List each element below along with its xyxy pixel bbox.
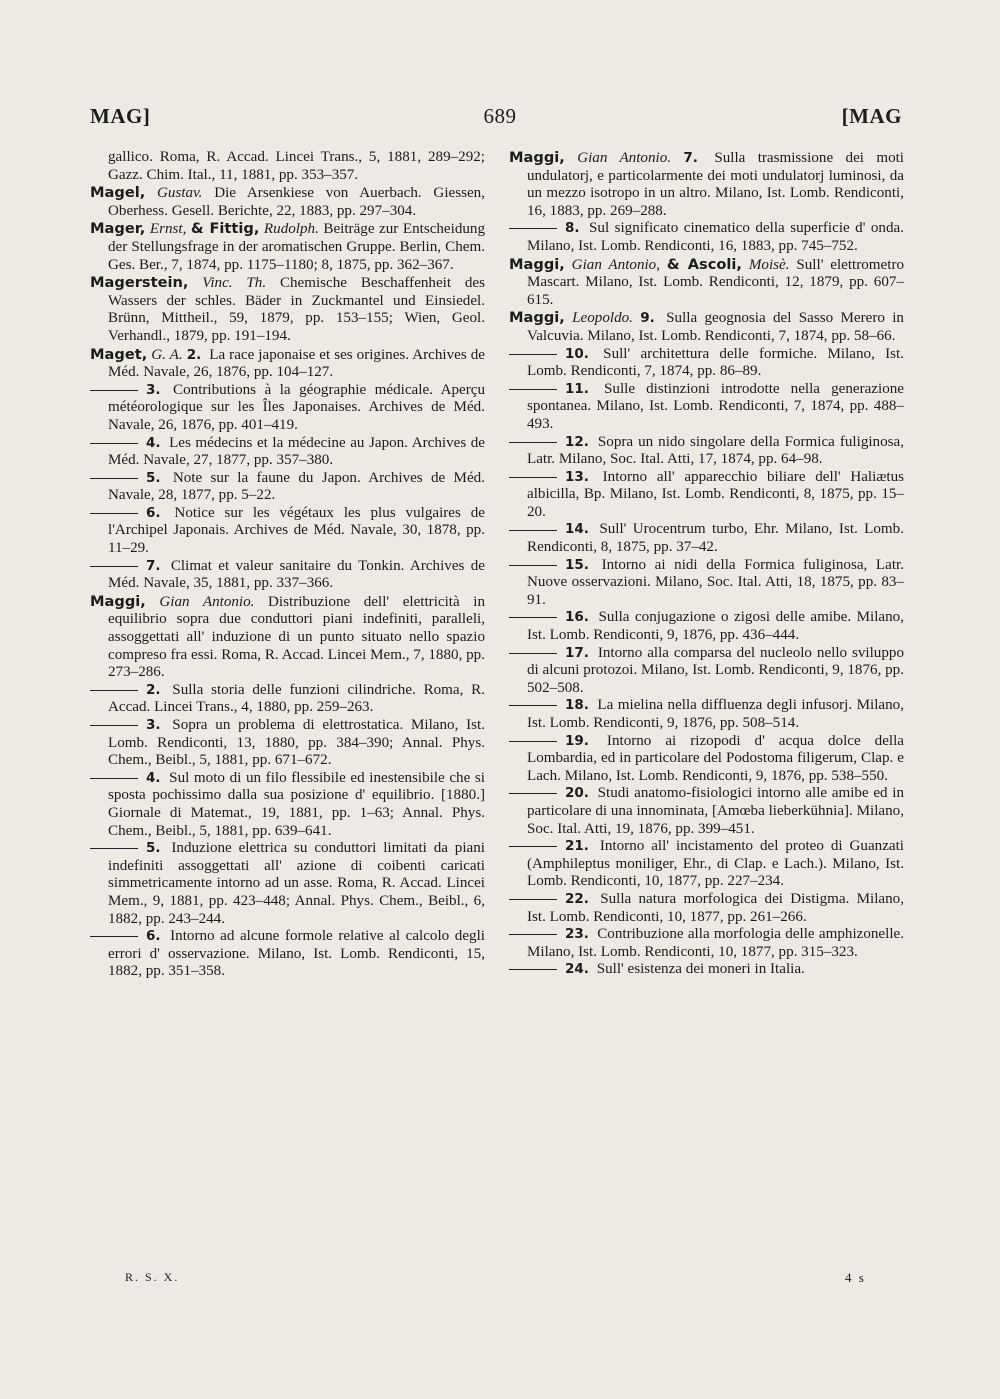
entry-number: 10. xyxy=(565,345,589,362)
entry-text: Sull' elettrometro Mascart. Milano, Ist. Lomb. Rendiconti, 12, 1879, pp. 607–615. xyxy=(527,256,905,308)
entry-text: Contributions à la géographie médicale. Aperçu météorologique sur les Îles Japonaises. Archives de Méd. Navale, 26, 1876, pp. 401–419. xyxy=(108,381,485,433)
bibliography-entry xyxy=(509,697,904,732)
entry-text: Intorno all' apparecchio biliare dell' Haliætus albicilla, Bp. Milano, Ist. Lomb. Rendiconti, 8, 1875, pp. 15–20. xyxy=(527,468,904,520)
entry-number: 2. xyxy=(146,681,161,698)
entry-text: Sopra un nido singolare della Formica fuliginosa, Latr. Milano, Soc. Ital. Atti, 17, 1874, pp. 64–98. xyxy=(527,433,904,468)
author-name: Maggi, xyxy=(509,255,565,273)
entry-number: 3. xyxy=(146,717,161,733)
ditto-rule xyxy=(509,565,557,566)
author-given-name: Gian Antonio. xyxy=(577,150,672,166)
entry-text: Intorno ai rizopodi d' acqua dolce della Lombardia, ed in particolare del Podostoma filigerum, Clap. e Lach. Milano, Ist. Lomb. Rendiconti, 9, 1876, pp. 538–550. xyxy=(527,732,904,784)
entry-text: Sull' Urocentrum turbo, Ehr. Milano, Ist. Lomb. Rendiconti, 8, 1875, pp. 37–42. xyxy=(527,521,904,556)
coauthor-name: & Fittig, xyxy=(190,220,260,238)
entry-text: gallico. Roma, R. Accad. Lincei Trans., 5, 1881, 289–292; Gazz. Chim. Ital., 11, 1881, pp. 353–357. xyxy=(108,149,485,183)
left-column xyxy=(90,149,485,981)
right-column xyxy=(509,149,904,979)
entry-text: Sul significato cinematico della superficie d' onda. Milano, Ist. Lomb. Rendiconti, 16, 1883, pp. 745–752. xyxy=(527,220,905,254)
entry-number: 20. xyxy=(565,785,589,802)
author-name: Maggi, xyxy=(90,592,146,610)
entry-text: Die Arsenkiese von Auerbach. Giessen, Oberhess. Gesell. Berichte, 22, 1883, pp. 297–304. xyxy=(108,185,485,219)
bibliography-entry xyxy=(509,557,904,610)
bibliography-entry xyxy=(509,961,904,979)
bibliography-entry xyxy=(90,346,485,382)
entry-text: Beiträge zur Entscheidung der Stellungsfrage in der aromatischen Gruppe. Berlin, Chem. Ges. Ber., 7, 1874, pp. 1175–1180; 8, 1875, pp. 362–367. xyxy=(108,221,486,273)
ditto-rule xyxy=(90,390,138,391)
ditto-rule xyxy=(90,936,138,937)
bibliography-entry xyxy=(90,682,485,717)
entry-text: Sulla geognosia del Sasso Merero in Valcuvia. Milano, Ist. Lomb. Rendiconti, 7, 1874, pp. 58–66. xyxy=(527,310,904,344)
entry-text: Note sur la faune du Japon. Archives de Méd. Navale, 28, 1877, pp. 5–22. xyxy=(108,469,485,504)
ditto-rule xyxy=(90,513,138,514)
author-given-name: Vinc. Th. xyxy=(202,275,267,292)
entry-number: 5. xyxy=(146,840,161,857)
entry-number: 7. xyxy=(683,150,698,166)
entry-number: 19. xyxy=(565,732,589,749)
entry-text: Intorno ai nidi della Formica fuliginosa, Latr. Nuove osservazioni. Milano, Soc. Ital. Atti, 18, 1875, pp. 83–91. xyxy=(527,556,904,608)
bibliography-entry xyxy=(509,609,904,644)
ditto-rule xyxy=(509,477,557,478)
entry-text: Sull' esistenza dei moneri in Italia. xyxy=(596,961,805,978)
bibliography-entry xyxy=(90,149,485,184)
entry-number: 2. xyxy=(186,346,202,363)
author-name: Magel, xyxy=(90,184,146,202)
author-name: Magerstein, xyxy=(90,274,189,292)
author-given-name: Ernst, xyxy=(149,221,187,238)
bibliography-entry xyxy=(509,926,904,961)
bibliography-entry xyxy=(509,733,904,786)
ditto-rule xyxy=(90,848,138,849)
entry-number: 3. xyxy=(146,381,161,398)
entry-number: 13. xyxy=(565,468,589,485)
entry-number: 15. xyxy=(565,556,589,573)
bibliography-entry xyxy=(509,434,904,469)
entry-number: 12. xyxy=(565,433,589,450)
entry-text: Sopra un problema di elettrostatica. Milano, Ist. Lomb. Rendiconti, 13, 1880, pp. 384–390; Annal. Phys. Chem., Beibl., 5, 1881, pp. 671–672. xyxy=(108,717,485,769)
bibliography-entry xyxy=(509,381,904,434)
bibliography-entry xyxy=(90,770,485,840)
ditto-rule xyxy=(90,566,138,567)
entry-number: 8. xyxy=(565,220,580,237)
ditto-rule xyxy=(509,228,557,229)
ditto-rule xyxy=(90,690,138,691)
bibliography-entry xyxy=(90,435,485,470)
entry-number: 9. xyxy=(640,310,655,327)
entry-text: Notice sur les végétaux les plus vulgaires de l'Archipel Japonais. Archives de Méd. Navale, 30, 1878, pp. 11–29. xyxy=(108,504,486,557)
entry-number: 14. xyxy=(565,521,589,538)
ditto-rule xyxy=(509,899,557,900)
bibliography-entry xyxy=(90,840,485,928)
entry-text: La race japonaise et ses origines. Archives de Méd. Navale, 26, 1876, pp. 104–127. xyxy=(108,346,485,381)
author-name: Mager, xyxy=(90,220,146,238)
entry-number: 6. xyxy=(146,928,161,945)
bibliography-entry xyxy=(509,891,904,926)
author-given-name: Leopoldo. xyxy=(572,310,633,327)
bibliography-entry xyxy=(90,505,485,558)
entry-number: 11. xyxy=(565,380,589,397)
entry-text: Sulla storia delle funzioni cilindriche. Roma, R. Accad. Lincei Trans., 4, 1880, pp. 259–263. xyxy=(108,681,485,716)
bibliography-entry xyxy=(90,717,485,770)
ditto-rule xyxy=(509,354,557,355)
entry-text: Contribuzione alla morfologia delle amphizonelle. Milano, Ist. Lomb. Rendiconti, 10, 1877, pp. 315–323. xyxy=(527,926,904,960)
entry-text: Intorno all' incistamento del proteo di Guanzati (Amphileptus moniliger, Ehr., di Clap. e Lach.). Milano, Ist. Lomb. Rendiconti, 10, 1877, pp. 227–234. xyxy=(527,838,904,890)
entry-number: 22. xyxy=(565,890,589,907)
bibliography-entry xyxy=(90,382,485,435)
entry-text: Studi anatomo-fisiologici intorno alle amibe ed in particolare di una innominata, [Amœba lieberkühnia]. Milano, Soc. Ital. Atti, 19, 1876, pp. 399–451. xyxy=(527,785,904,837)
running-head-right: [MAG xyxy=(841,104,902,128)
entry-text: Sulla natura morfologica dei Distigma. Milano, Ist. Lomb. Rendiconti, 10, 1877, pp. 261–266. xyxy=(527,890,904,925)
bibliography-entry xyxy=(509,346,904,381)
entry-text: Sulla conjugazione o zigosi delle amibe. Milano, Ist. Lomb. Rendiconti, 9, 1876, pp. 436–444. xyxy=(527,609,904,644)
author-given-name: Gian Antonio. xyxy=(159,593,255,610)
ditto-rule xyxy=(509,617,557,618)
bibliography-entry xyxy=(90,558,485,593)
bibliography-entry xyxy=(90,593,485,682)
author-given-name: G. A. xyxy=(151,346,183,363)
bibliography-entry xyxy=(509,220,904,255)
ditto-rule xyxy=(509,530,557,531)
entry-number: 17. xyxy=(565,644,589,661)
gathering-mark: 4 s xyxy=(845,1270,866,1285)
bibliography-entry xyxy=(90,184,485,220)
ditto-rule xyxy=(90,778,138,779)
ditto-rule xyxy=(509,389,557,390)
ditto-rule xyxy=(509,846,557,847)
bibliography-entry xyxy=(509,256,904,310)
running-head-left: MAG] xyxy=(90,104,151,128)
entry-number: 16. xyxy=(565,609,589,626)
entry-text: Sul moto di un filo flessibile ed inestensibile che si sposta pochissimo dalla sua posizione d' equilibrio. [1880.] Giornale di Matemat., 19, 1881, pp. 1–63; Annal. Phys. Chem., Beibl., 5, 1881, pp. 639–641. xyxy=(108,769,486,839)
bibliography-entry xyxy=(509,785,904,838)
entry-text: La mielina nella diffluenza degli infusorj. Milano, Ist. Lomb. Rendiconti, 9, 1876, pp. 508–514. xyxy=(527,697,904,731)
coauthor-given-name: Rudolph. xyxy=(263,221,319,238)
entry-text: Sulle distinzioni introdotte nella generazione spontanea. Milano, Ist. Lomb. Rendiconti, 7, 1874, pp. 488–493. xyxy=(527,380,904,432)
bibliography-entry xyxy=(509,309,904,345)
ditto-rule xyxy=(509,969,557,970)
author-name: Maget, xyxy=(90,345,148,363)
author-name: Maggi, xyxy=(509,309,565,327)
entry-text: Distribuzione dell' elettricità in equilibrio sopra due conduttori piani indefiniti, paralleli, assoggettati all' induzione di un punto situato nello spazio compreso fra essi. Roma, R. Accad. Lincei Mem., 7, 1880, pp. 273–286. xyxy=(108,593,485,681)
signature-mark: R. S. X. xyxy=(125,1270,180,1284)
author-name: Maggi, xyxy=(509,149,565,166)
author-given-name: Gustav. xyxy=(157,185,203,202)
bibliography-entry xyxy=(509,838,904,891)
ditto-rule xyxy=(509,793,557,794)
ditto-rule xyxy=(90,443,138,444)
bibliography-entry xyxy=(90,928,485,981)
ditto-rule xyxy=(509,442,557,443)
ditto-rule xyxy=(90,478,138,479)
entry-number: 5. xyxy=(146,469,161,486)
bibliography-entry xyxy=(509,469,904,522)
entry-number: 18. xyxy=(565,697,589,714)
coauthor-given-name: Moisè. xyxy=(748,256,790,273)
bibliography-entry xyxy=(509,149,904,220)
entry-text: Les médecins et la médecine au Japon. Archives de Méd. Navale, 27, 1877, pp. 357–380. xyxy=(108,434,485,469)
entry-number: 23. xyxy=(565,926,589,943)
author-given-name: Gian Antonio, xyxy=(571,256,661,273)
entry-number: 6. xyxy=(146,504,161,521)
entry-text: Intorno alla comparsa del nucleolo nello sviluppo di alcuni protozoi. Milano, Ist. Lomb. Rendiconti, 9, 1876, pp. 502–508. xyxy=(527,644,904,696)
bibliography-entry xyxy=(509,645,904,698)
bibliography-entry xyxy=(90,220,485,274)
entry-text: Climat et valeur sanitaire du Tonkin. Archives de Méd. Navale, 35, 1881, pp. 337–366. xyxy=(108,557,485,592)
bibliography-entry xyxy=(90,274,485,345)
ditto-rule xyxy=(509,741,557,742)
entry-text: Intorno ad alcune formole relative al calcolo degli errori d' osservazione. Milano, Ist. Lomb. Rendiconti, 15, 1882, pp. 351–358. xyxy=(108,928,485,980)
ditto-rule xyxy=(509,705,557,706)
page-number: 689 xyxy=(483,104,517,128)
entry-number: 7. xyxy=(146,557,161,574)
ditto-rule xyxy=(509,934,557,935)
entry-number: 21. xyxy=(565,838,589,855)
ditto-rule xyxy=(509,653,557,654)
entry-text: Sull' architettura delle formiche. Milano, Ist. Lomb. Rendiconti, 7, 1874, pp. 86–89. xyxy=(527,345,904,380)
coauthor-name: & Ascoli, xyxy=(666,255,742,273)
ditto-rule xyxy=(90,725,138,726)
entry-number: 4. xyxy=(146,769,161,786)
entry-number: 4. xyxy=(146,434,161,451)
entry-text: Chemische Beschaffenheit des Wassers der schles. Bäder in Zuckmantel und Einsiedel. Brünn, Mittheil., 59, 1879, pp. 153–155; Wien, Geol. Verhandl., 1879, pp. 191–194. xyxy=(108,275,486,344)
entry-number: 24. xyxy=(565,961,589,978)
entry-text: Sulla trasmissione dei moti undulatorj, e particolarmente dei moti undulatorj luminosi, da un mezzo isotropo in un altro. Milano, Ist. Lomb. Rendiconti, 16, 1883, pp. 269–288. xyxy=(527,150,904,219)
entry-text: Induzione elettrica su conduttori limitati da piani indefiniti assoggettati all' azione di coibenti caricati simmetricamente intorno ad un asse. Roma, R. Accad. Lincei Mem., 9, 1881, pp. 423–448; Annal. Phys. Chem., Beibl., 6, 1882, pp. 243–244. xyxy=(108,840,485,927)
bibliography-entry xyxy=(509,521,904,556)
bibliography-entry xyxy=(90,470,485,505)
